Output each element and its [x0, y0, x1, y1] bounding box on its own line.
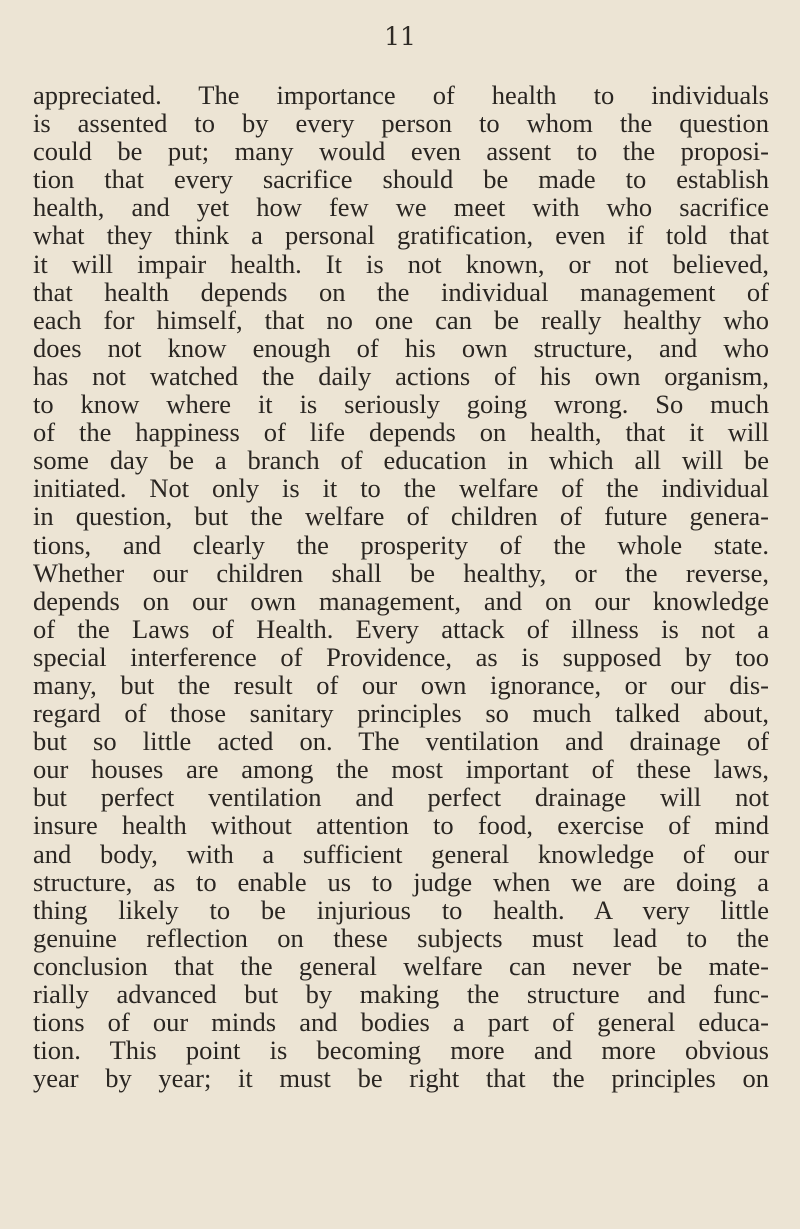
text-line: depends on our own management, and on our knowledge	[33, 585, 769, 616]
text-line: appreciated. The importance of health to individuals	[33, 80, 769, 110]
body-text	[33, 81, 769, 1092]
text-line: rially advanced but by making the structure and func-	[33, 979, 769, 1009]
text-line: of the happiness of life depends on health, that it will	[33, 417, 769, 448]
text-line: has not watched the daily actions of his own organism,	[33, 360, 769, 391]
text-line: each for himself, that no one can be really healthy who	[33, 304, 769, 335]
text-line: our houses are among the most important of these laws,	[33, 754, 769, 785]
text-line: thing likely to be injurious to health. A very little	[33, 894, 769, 925]
text-line: structure, as to enable us to judge when we are doing a	[33, 866, 769, 897]
text-line: of the Laws of Health. Every attack of illness is not a	[33, 613, 769, 644]
text-line: but perfect ventilation and perfect drainage will not	[33, 782, 769, 813]
text-line: health, and yet how few we meet with who sacrifice	[33, 192, 769, 223]
text-line: insure health without attention to food, exercise of mind	[33, 810, 769, 841]
text-line: is assented to by every person to whom the question	[33, 108, 769, 139]
text-line: many, but the result of our own ignorance, or our dis-	[33, 669, 769, 700]
text-line: some day be a branch of education in which all will be	[33, 445, 769, 476]
text-line: that health depends on the individual management of	[33, 276, 769, 307]
text-line: but so little acted on. The ventilation and drainage of	[33, 726, 769, 757]
text-line: Whether our children shall be healthy, or the reverse,	[33, 557, 769, 588]
text-line: and body, with a sufficient general knowledge of our	[33, 838, 769, 869]
text-line: initiated. Not only is it to the welfare of the individual	[33, 473, 769, 504]
text-line: it will impair health. It is not known, or not believed,	[33, 248, 769, 279]
text-line: conclusion that the general welfare can never be mate-	[33, 950, 769, 981]
text-line: does not know enough of his own structure, and who	[33, 332, 769, 363]
text-line: tion that every sacrifice should be made to establish	[33, 164, 769, 195]
page-number: 11	[384, 22, 416, 51]
text-line: what they think a personal gratification, even if told that	[33, 220, 769, 251]
text-line: special interference of Providence, as is supposed by too	[33, 641, 769, 672]
text-line: tions, and clearly the prosperity of the whole state.	[33, 529, 769, 560]
text-line: year by year; it must be right that the principles on	[33, 1063, 769, 1094]
text-line: genuine reflection on these subjects must lead to the	[33, 922, 769, 953]
text-line: tion. This point is becoming more and more obvious	[33, 1035, 769, 1066]
text-line: to know where it is seriously going wrong. So much	[33, 389, 769, 420]
text-line: in question, but the welfare of children of future genera-	[33, 501, 769, 532]
text-line: regard of those sanitary principles so much talked about,	[33, 698, 769, 729]
text-line: could be put; many would even assent to the proposi-	[33, 136, 769, 167]
text-line: tions of our minds and bodies a part of general educa-	[33, 1007, 769, 1038]
